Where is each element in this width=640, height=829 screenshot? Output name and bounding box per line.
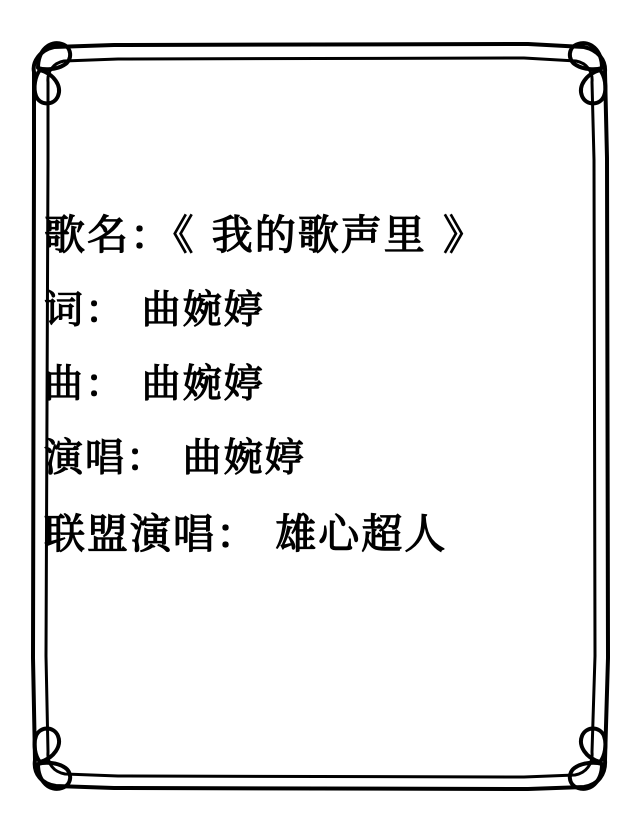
performer-line: 演唱： 曲婉婷 bbox=[44, 436, 306, 481]
union-singer-line: 联盟演唱： 雄心超人 bbox=[44, 510, 448, 558]
corner-flourish-top-right bbox=[570, 43, 606, 103]
song-title-line: 歌名：《 我的歌声里 》 bbox=[44, 211, 487, 259]
song-info-block bbox=[40, 196, 600, 572]
lyricist-line: 词： 曲婉婷 bbox=[44, 288, 265, 333]
corner-flourish-top-left bbox=[35, 43, 71, 103]
composer-line: 曲： 曲婉婷 bbox=[44, 362, 265, 407]
corner-flourish-bottom-right bbox=[570, 729, 606, 789]
corner-flourish-bottom-left bbox=[35, 729, 71, 789]
